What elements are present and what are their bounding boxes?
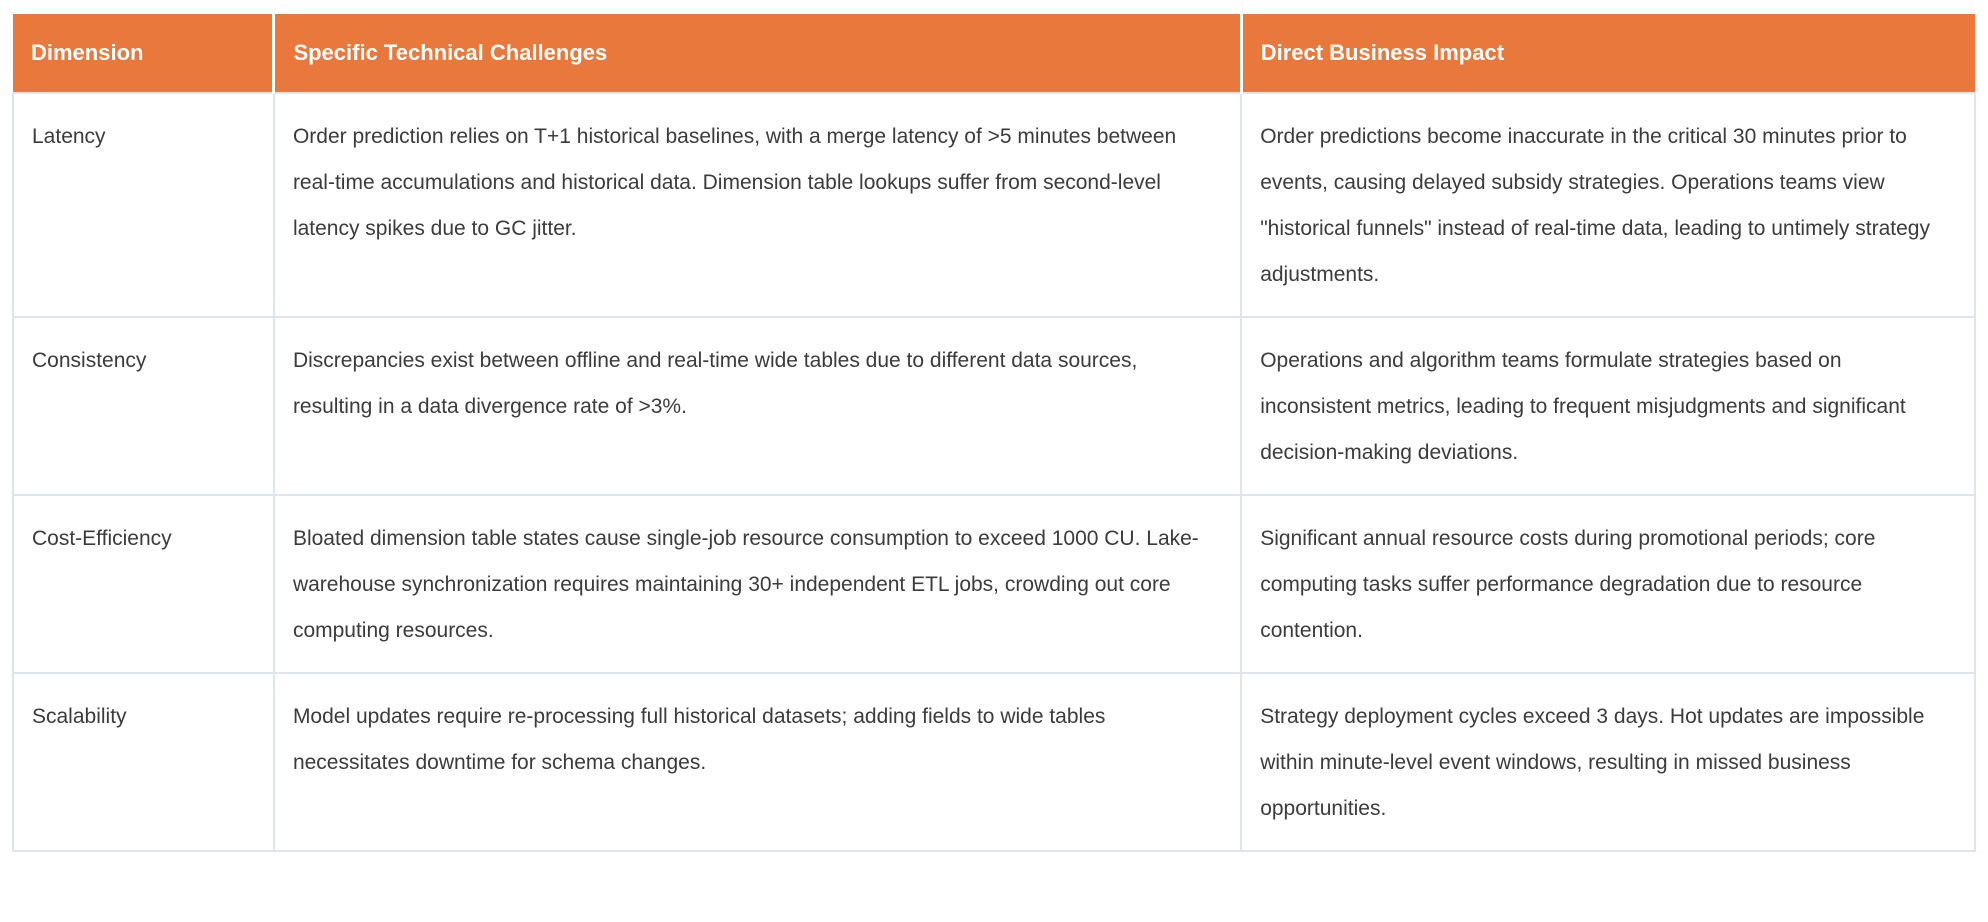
cell-challenges: Model updates require re-processing full historical datasets; adding fields to wide tables necessitates downtime for schema changes.	[274, 673, 1241, 851]
cell-dimension: Scalability	[13, 673, 274, 851]
header-cell-impact: Direct Business Impact	[1241, 14, 1975, 93]
table-row-scalability	[13, 673, 1975, 851]
cell-dimension: Consistency	[13, 317, 274, 495]
cell-challenges: Order prediction relies on T+1 historical baselines, with a merge latency of >5 minutes between real-time accumulations and historical data. Dimension table lookups suffer from second-level latency spikes due to GC jitter.	[274, 93, 1241, 317]
cell-dimension: Latency	[13, 93, 274, 317]
header-cell-challenges: Specific Technical Challenges	[274, 14, 1241, 93]
cell-impact: Order predictions become inaccurate in the critical 30 minutes prior to events, causing delayed subsidy strategies. Operations teams view "historical funnels" instead of real-time data, leading to untimely strategy adjustments.	[1241, 93, 1975, 317]
technical-challenges-table	[12, 14, 1976, 852]
cell-dimension: Cost-Efficiency	[13, 495, 274, 673]
table-row-latency	[13, 93, 1975, 317]
cell-impact: Strategy deployment cycles exceed 3 days. Hot updates are impossible within minute-level event windows, resulting in missed business opportunities.	[1241, 673, 1975, 851]
cell-impact: Significant annual resource costs during promotional periods; core computing tasks suffer performance degradation due to resource contention.	[1241, 495, 1975, 673]
table-header-row	[13, 14, 1975, 93]
cell-challenges: Bloated dimension table states cause single-job resource consumption to exceed 1000 CU. Lake-warehouse synchronization requires maintaining 30+ independent ETL jobs, crowding out core computing resources.	[274, 495, 1241, 673]
header-cell-dimension: Dimension	[13, 14, 274, 93]
table-row-cost-efficiency	[13, 495, 1975, 673]
cell-impact: Operations and algorithm teams formulate strategies based on inconsistent metrics, leading to frequent misjudgments and significant decision-making deviations.	[1241, 317, 1975, 495]
table-row-consistency	[13, 317, 1975, 495]
cell-challenges: Discrepancies exist between offline and real-time wide tables due to different data sources, resulting in a data divergence rate of >3%.	[274, 317, 1241, 495]
